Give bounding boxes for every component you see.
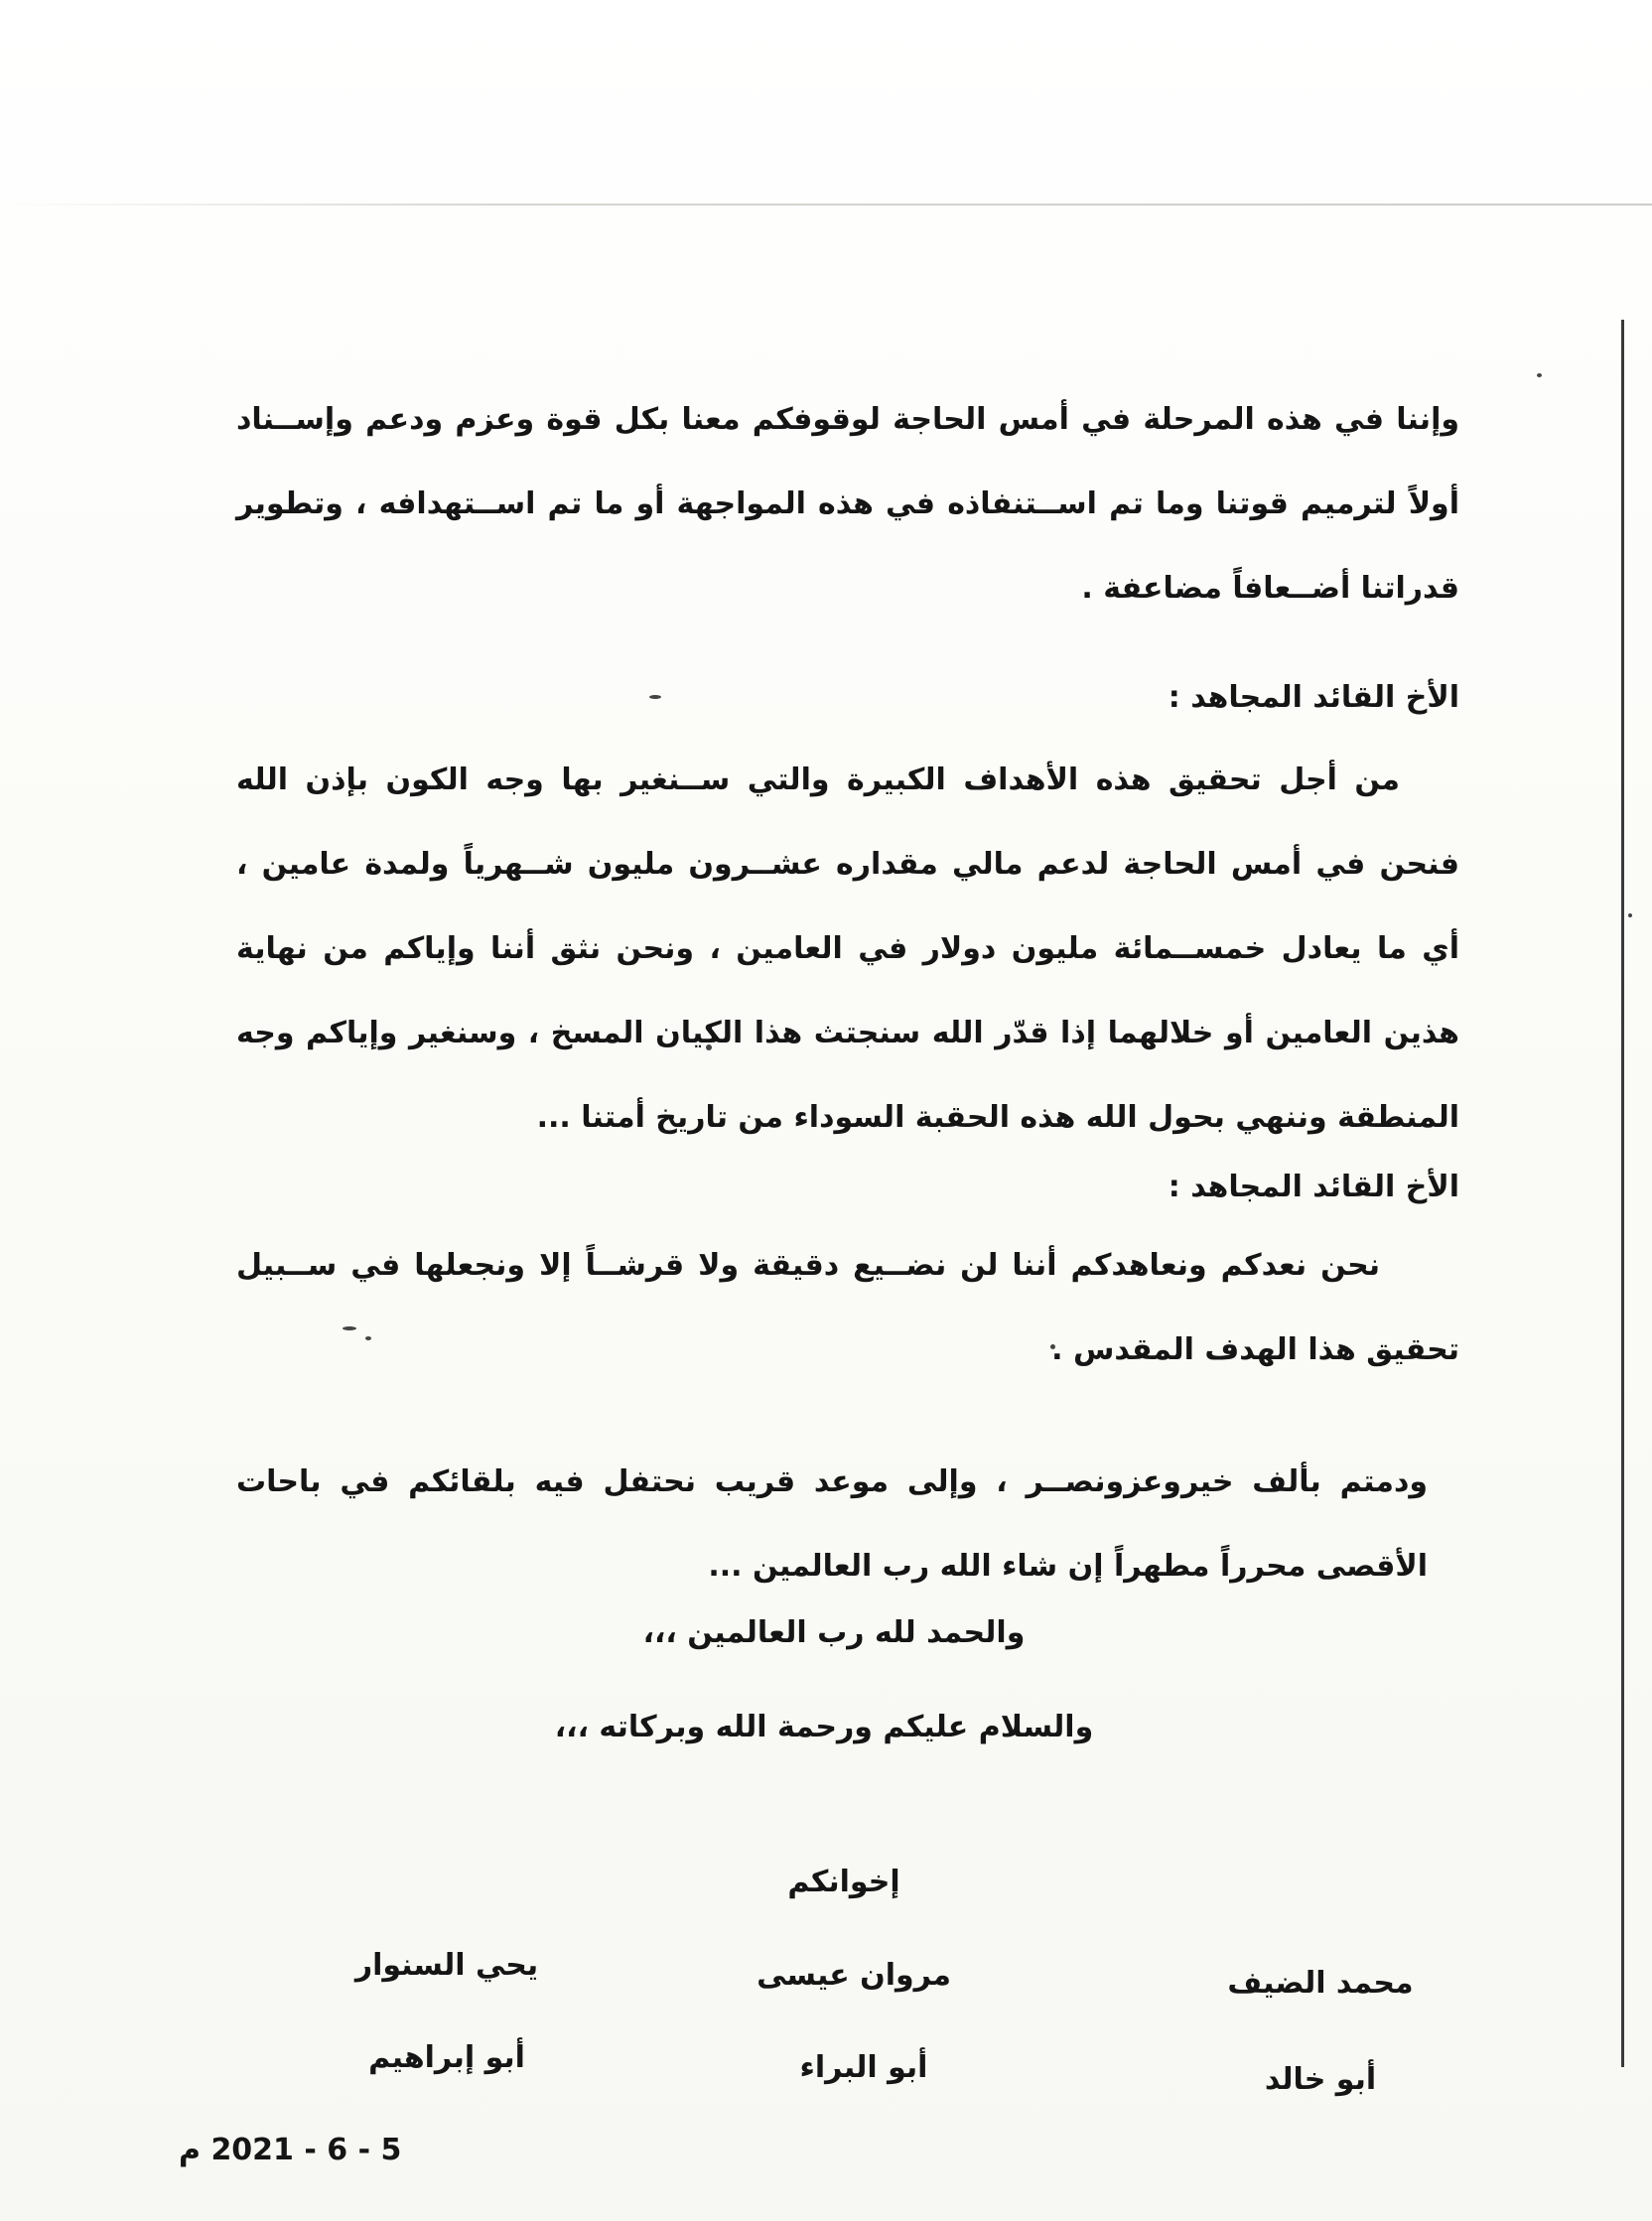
paragraph-promise: نحن نعدكم ونعاهدكم أننا لن نضــيع دقيقة ولا قرشــاً إلا ونجعلها في ســبيل تحقيق هذا الهدف المقدس .	[236, 1248, 1459, 1367]
signatory-kunya-3: أبو إبراهيم	[368, 2040, 525, 2075]
scan-edge	[0, 204, 1652, 206]
letter-date: 5 - 6 - 2021 م	[179, 2133, 402, 2167]
heading-brother-leader-2: الأخ القائد المجاهد :	[1168, 1170, 1459, 1204]
margin-line	[1621, 320, 1624, 2067]
paragraph-farewell: ودمتم بألف خيروعزونصــر ، وإلى موعد قريب نحتفل فيه بلقائكم في باحات الأقصى محرراً مطهراً إن شاء الله رب العالمين ...	[236, 1464, 1428, 1584]
paragraph-financial-request: من أجل تحقيق هذه الأهداف الكبيرة والتي ســنغير بها وجه الكون بإذن الله فنحن في أمس الحاجة لدعم مالي مقداره عشــرون مليون شــهرياً ولمدة عامين ، أي ما يعادل خمســمائة مليون دولار في العامين ، ونحن نثق أننا وإياكم من نهاية هذين العامين أو خلالهما إذا قدّر الله سنجتث هذا الكيان المسخ ، وسنغير وإياكم وجه المنطقة وننهي بحول الله هذه الحقبة السوداء من تاريخ أمتنا ...	[236, 763, 1459, 1135]
paragraph-support-request: وإننا في هذه المرحلة في أمس الحاجة لوقوفكم معنا بكل قوة وعزم ودعم وإســناد أولاً لترميم قوتنا وما تم اســتنفاذه في هذه المواجهة أو ما تم اســتهدافه ، وتطوير قدراتنا أضــعافاً مضاعفة .	[236, 402, 1459, 606]
heading-brother-leader-1: الأخ القائد المجاهد :	[1168, 680, 1459, 715]
closing-greeting: والسلام عليكم ورحمة الله وبركاته ،،،	[554, 1710, 1094, 1744]
scan-speck	[1628, 913, 1632, 917]
signature-heading: إخوانكم	[787, 1865, 900, 1899]
closing-praise: والحمد لله رب العالمين ،،،	[642, 1615, 1026, 1650]
signatory-kunya-2: أبو البراء	[799, 2050, 928, 2085]
signatory-name-2: مروان عيسى	[757, 1958, 951, 1993]
signatory-kunya-1: أبو خالد	[1264, 2062, 1377, 2097]
signatory-name-3: يحي السنوار	[354, 1948, 539, 1983]
signatory-name-1: محمد الضيف	[1227, 1966, 1414, 2001]
scan-speck	[1537, 373, 1542, 377]
